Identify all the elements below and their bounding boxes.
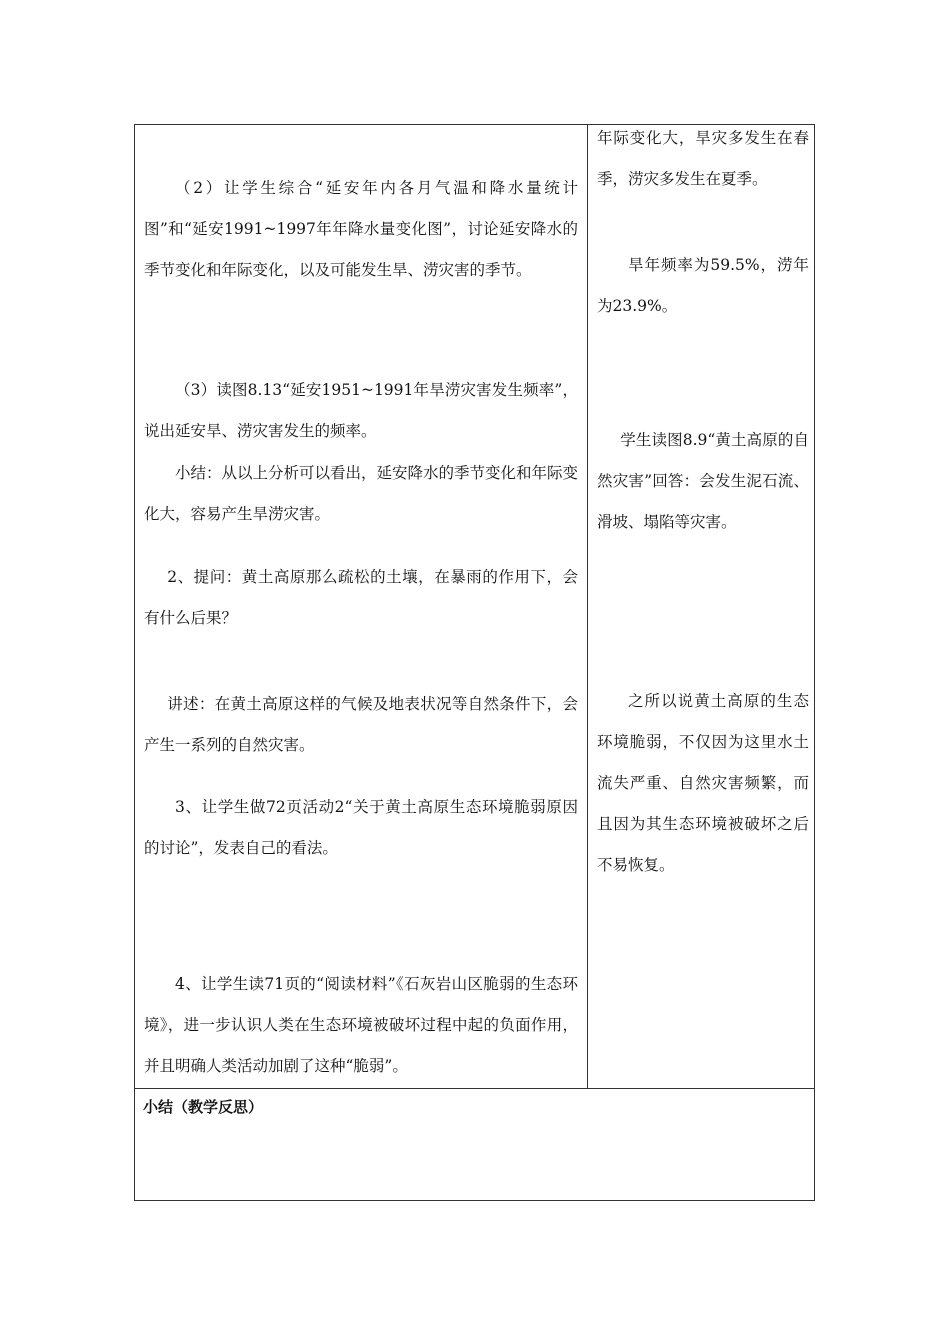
left-paragraph-7: 4、让学生读71页的“阅读材料”《石灰岩山区脆弱的生态环境》，进一步认识人类在生态环境被破坏过程中起的负面作用，并且明确人类活动加剧了这种“脆弱”。 — [144, 975, 578, 1075]
right-paragraph-4: 之所以说黄土高原的生态环境脆弱，不仅因为这里水土流失严重、自然灾害频繁，而且因为其生态环境被破坏之后不易恢复。 — [597, 692, 809, 874]
left-paragraph-6: 3、让学生做72页活动2“关于黄土高原生态环境脆弱原因的讨论”，发表自己的看法。 — [144, 798, 578, 857]
row-divider — [135, 1088, 814, 1089]
left-paragraph-1: （2）让学生综合“延安年内各月气温和降水量统计图”和“延安1991~1997年年降水量变化图”，讨论延安降水的季节变化和年际变化，以及可能发生旱、涝灾害的季节。 — [144, 179, 578, 279]
left-paragraph-2: （3）读图8.13“延安1951~1991年旱涝灾害发生频率”，说出延安旱、涝灾害发生的频率。 — [144, 381, 578, 440]
lesson-table — [134, 124, 815, 1201]
right-paragraph-2: 旱年频率为59.5%，涝年为23.9%。 — [597, 256, 809, 315]
left-paragraph-3: 小结：从以上分析可以看出，延安降水的季节变化和年际变化大，容易产生旱涝灾害。 — [144, 464, 579, 523]
column-divider — [587, 125, 588, 1088]
right-paragraph-3: 学生读图8.9“黄土高原的自然灾害”回答：会发生泥石流、滑坡、塌陷等灾害。 — [597, 431, 809, 531]
summary-label: 小结（教学反思） — [143, 1098, 264, 1116]
left-paragraph-4: 2、提问：黄土高原那么疏松的土壤，在暴雨的作用下，会有什么后果？ — [144, 568, 578, 627]
right-paragraph-1: 年际变化大，旱灾多发生在春季，涝灾多发生在夏季。 — [597, 129, 809, 188]
left-paragraph-5: 讲述：在黄土高原这样的气候及地表状况等自然条件下，会产生一系列的自然灾害。 — [144, 695, 578, 754]
